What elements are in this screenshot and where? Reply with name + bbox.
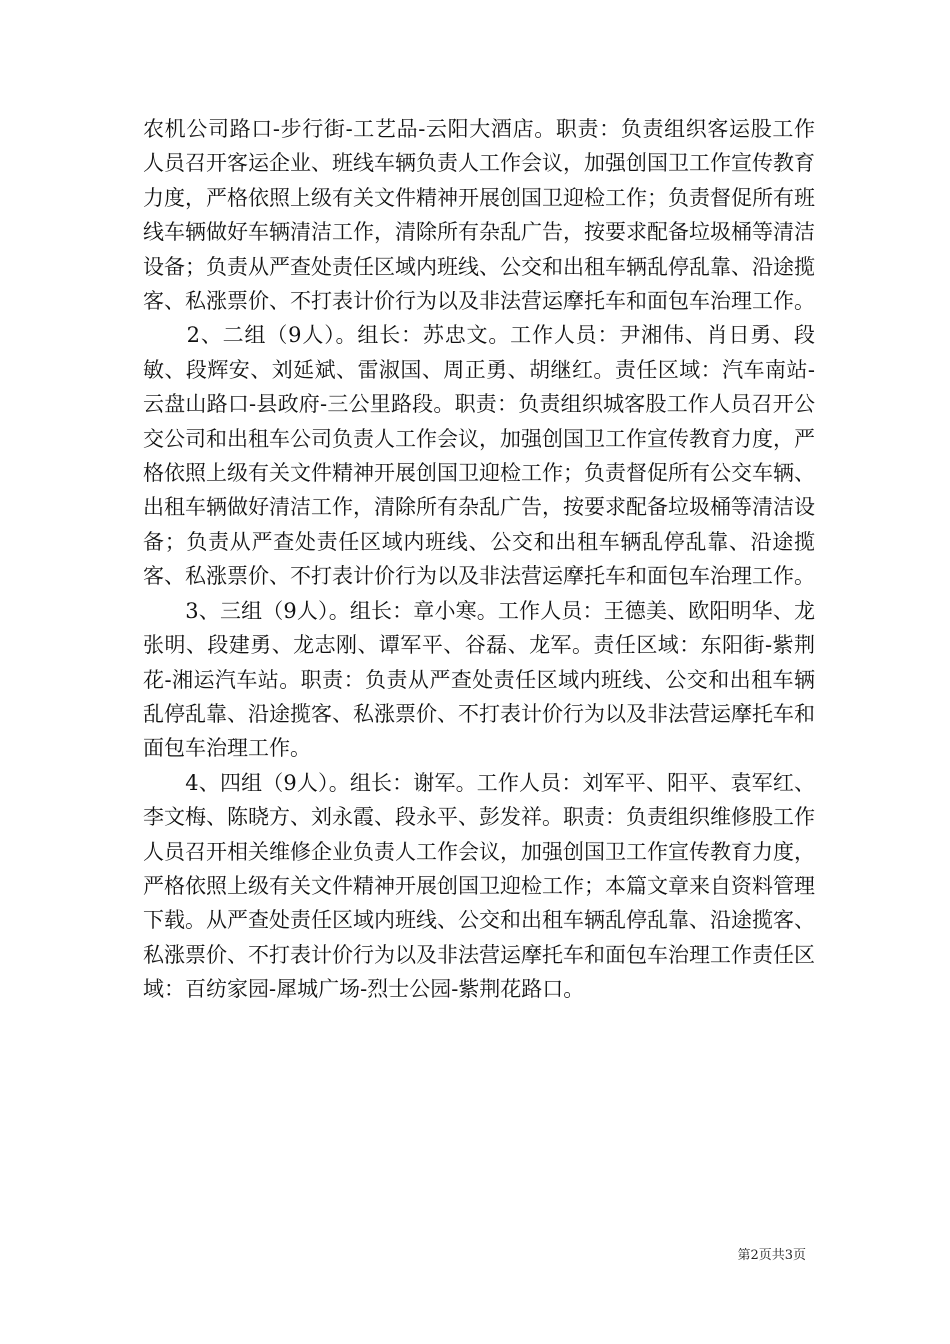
document-body [143,112,815,1007]
paragraph-3: 3、三组（9人）。组长：章小寒。工作人员：王德美、欧阳明华、龙张明、段建勇、龙志刚、谭军平、谷磊、龙军。责任区域：东阳街-紫荆花-湘运汽车站。职责：负责从严查处责任区域内班线、公交和出租车辆乱停乱靠、沿途揽客、私涨票价、不打表计价行为以及非法营运摩托车和面包车治理工作。 [143,598,815,761]
page-number: 第2页共3页 [737,1248,806,1263]
paragraph-2: 2、二组（9人）。组长：苏忠文。工作人员：尹湘伟、肖日勇、段敏、段辉安、刘延斌、雷淑国、周正勇、胡继红。责任区域：汽车南站-云盘山路口-县政府-三公里路段。职责：负责组织城客股工作人员召开公交公司和出租车公司负责人工作会议，加强创国卫工作宣传教育力度，严格依照上级有关文件精神开展创国卫迎检工作；负责督促所有公交车辆、出租车辆做好清洁工作，清除所有杂乱广告，按要求配备垃圾桶等清洁设备；负责从严查处责任区域内班线、公交和出租车辆乱停乱靠、沿途揽客、私涨票价、不打表计价行为以及非法营运摩托车和面包车治理工作。 [143,323,815,589]
paragraph-1: 农机公司路口-步行街-工艺品-云阳大酒店。职责：负责组织客运股工作人员召开客运企业、班线车辆负责人工作会议，加强创国卫工作宣传教育力度，严格依照上级有关文件精神开展创国卫迎检工作；负责督促所有班线车辆做好车辆清洁工作，清除所有杂乱广告，按要求配备垃圾桶等清洁设备；负责从严查处责任区域内班线、公交和出租车辆乱停乱靠、沿途揽客、私涨票价、不打表计价行为以及非法营运摩托车和面包车治理工作。 [143,117,815,314]
paragraph-4: 4、四组（9人）。组长：谢军。工作人员：刘军平、阳平、袁军红、李文梅、陈晓方、刘永霞、段永平、彭发祥。职责：负责组织维修股工作人员召开相关维修企业负责人工作会议，加强创国卫工作宣传教育力度，严格依照上级有关文件精神开展创国卫迎检工作；本篇文章来自资料管理下载。从严查处责任区域内班线、公交和出租车辆乱停乱靠、沿途揽客、私涨票价、不打表计价行为以及非法营运摩托车和面包车治理工作责任区域：百纺家园-犀城广场-烈士公园-紫荆花路口。 [143,770,815,1002]
